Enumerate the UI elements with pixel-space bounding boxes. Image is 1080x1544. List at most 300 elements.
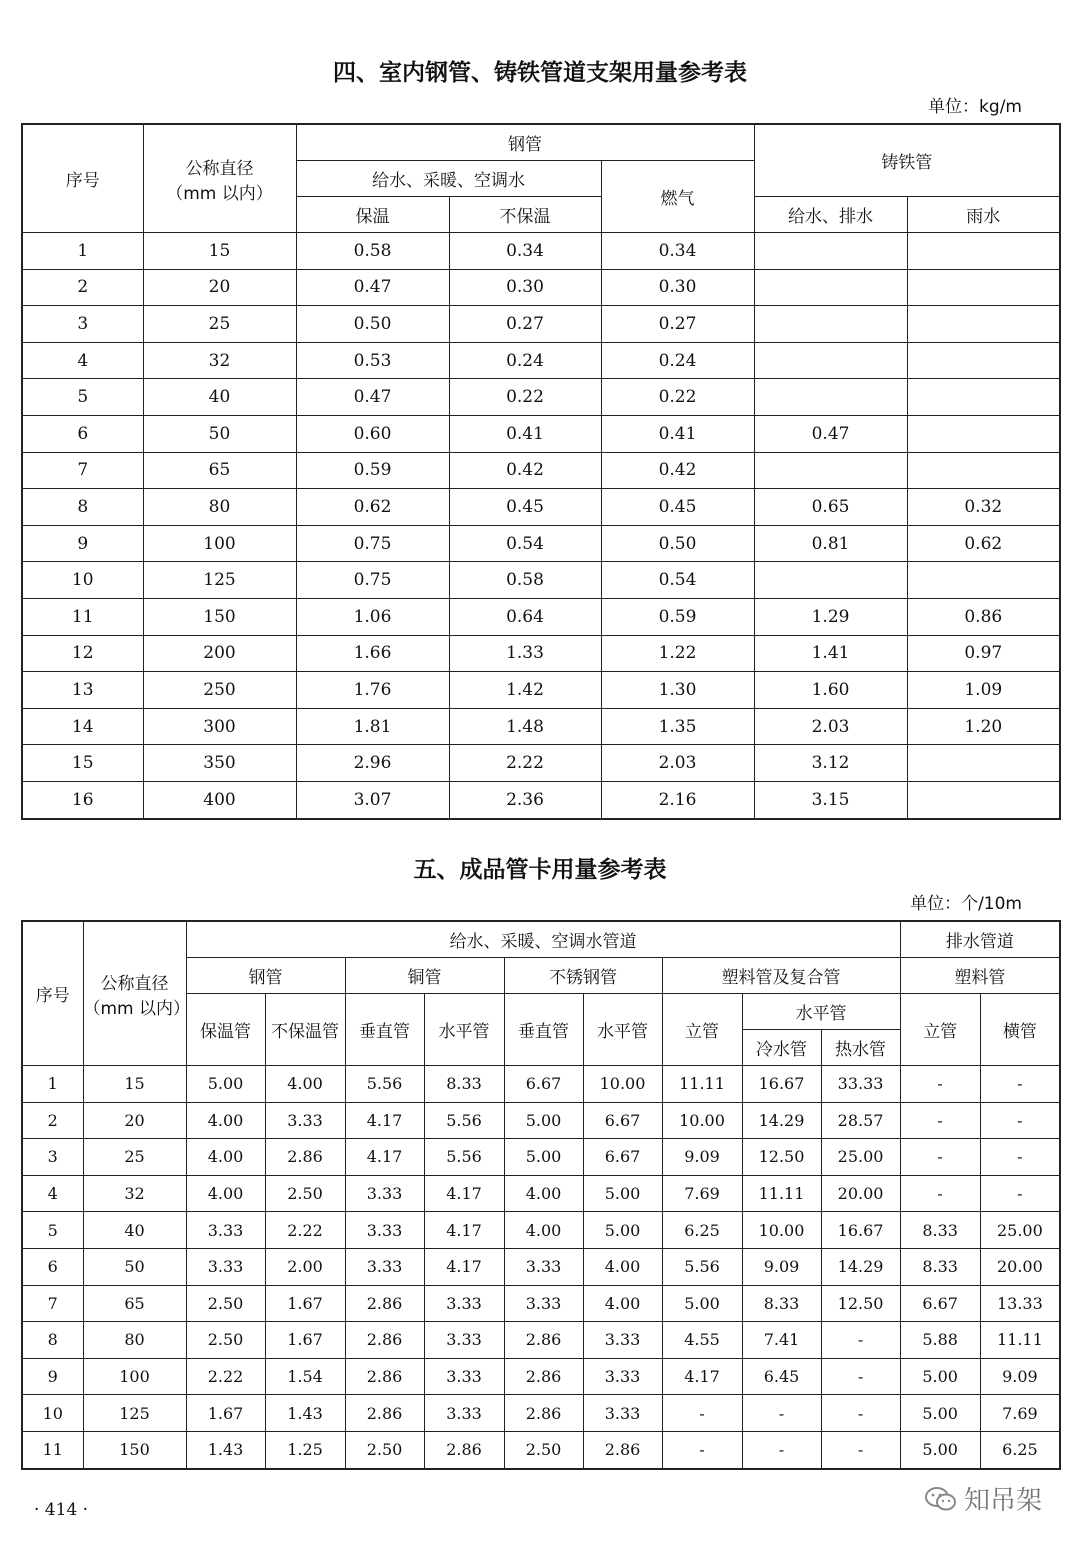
table-cell: 20 bbox=[83, 1102, 186, 1139]
table-cell bbox=[907, 233, 1060, 270]
table-cell: 4.17 bbox=[345, 1139, 424, 1176]
table-row bbox=[22, 1358, 1060, 1395]
table-cell: 15 bbox=[143, 233, 296, 270]
table-cell: 0.47 bbox=[754, 415, 907, 452]
table-cell: 1.60 bbox=[754, 672, 907, 709]
table-cell: 3.33 bbox=[583, 1358, 662, 1395]
table-cell: 28.57 bbox=[821, 1102, 900, 1139]
table-cell: 4.00 bbox=[186, 1175, 265, 1212]
table-cell: 0.75 bbox=[296, 525, 449, 562]
table-cell: 50 bbox=[143, 415, 296, 452]
table-cell: 2.16 bbox=[601, 781, 754, 818]
t2-header-uninsulated-pipe: 不保温管 bbox=[265, 994, 345, 1066]
table-cell: 4 bbox=[22, 342, 143, 379]
table-cell: 25.00 bbox=[821, 1139, 900, 1176]
table-cell bbox=[907, 342, 1060, 379]
table-cell: 2.86 bbox=[504, 1322, 583, 1359]
header-seq: 序号 bbox=[22, 124, 143, 233]
table-cell: 1 bbox=[22, 1066, 83, 1103]
table-cell: 4.00 bbox=[504, 1212, 583, 1249]
table-cell: 4.00 bbox=[504, 1175, 583, 1212]
table-cell: - bbox=[900, 1102, 980, 1139]
table-cell: 1.67 bbox=[265, 1322, 345, 1359]
table-cell: - bbox=[821, 1322, 900, 1359]
table-cell: 1.81 bbox=[296, 708, 449, 745]
table-cell: 6.67 bbox=[504, 1066, 583, 1103]
table-cell bbox=[907, 306, 1060, 343]
table-cell: 4.17 bbox=[345, 1102, 424, 1139]
table-cell: 0.59 bbox=[296, 452, 449, 489]
table-cell: 65 bbox=[143, 452, 296, 489]
table-cell: 0.54 bbox=[449, 525, 601, 562]
table-cell: 2.00 bbox=[265, 1248, 345, 1285]
table-cell: 2.86 bbox=[583, 1431, 662, 1468]
table-cell: 3.33 bbox=[583, 1322, 662, 1359]
t2-header-steel: 钢管 bbox=[186, 958, 345, 994]
table-cell: 16.67 bbox=[742, 1066, 821, 1103]
t2-header-copper: 铜管 bbox=[345, 958, 504, 994]
table-cell: 0.47 bbox=[296, 379, 449, 416]
table-cell: 150 bbox=[83, 1431, 186, 1468]
table-cell: 80 bbox=[143, 489, 296, 526]
t2-header-stainless-vertical: 垂直管 bbox=[504, 994, 583, 1066]
table-cell: 0.45 bbox=[601, 489, 754, 526]
table-cell: 2.50 bbox=[345, 1431, 424, 1468]
table-cell bbox=[754, 379, 907, 416]
t2-header-drain-horizontal: 横管 bbox=[980, 994, 1060, 1066]
table-cell: 3.33 bbox=[186, 1212, 265, 1249]
table-cell: - bbox=[980, 1139, 1060, 1176]
table-cell bbox=[907, 745, 1060, 782]
t2-header-hot-water: 热水管 bbox=[821, 1030, 900, 1066]
table-cell: 100 bbox=[83, 1358, 186, 1395]
table-cell: 1 bbox=[22, 233, 143, 270]
table-cell: 8.33 bbox=[900, 1248, 980, 1285]
table1-unit: 单位：kg/m bbox=[928, 97, 1022, 117]
table-cell: 5.00 bbox=[662, 1285, 742, 1322]
table-cell: 9.09 bbox=[742, 1248, 821, 1285]
table-cell: 0.34 bbox=[601, 233, 754, 270]
table-cell: 0.27 bbox=[601, 306, 754, 343]
table-cell: - bbox=[742, 1431, 821, 1468]
table-cell: 11.11 bbox=[980, 1322, 1060, 1359]
table-cell: 32 bbox=[83, 1175, 186, 1212]
table-cell: 2.86 bbox=[345, 1358, 424, 1395]
table-cell: 4.17 bbox=[424, 1212, 504, 1249]
table1-title: 四、室内钢管、铸铁管道支架用量参考表 bbox=[333, 60, 747, 86]
header-diameter bbox=[143, 124, 296, 233]
table-cell: 3.33 bbox=[265, 1102, 345, 1139]
table-row bbox=[22, 452, 1060, 489]
table-cell: 1.43 bbox=[186, 1431, 265, 1468]
table-cell: 11.11 bbox=[662, 1066, 742, 1103]
table-cell: 3.12 bbox=[754, 745, 907, 782]
table-cell: 9.09 bbox=[662, 1139, 742, 1176]
table-cell: 0.45 bbox=[449, 489, 601, 526]
table-cell: 13.33 bbox=[980, 1285, 1060, 1322]
table-cell: - bbox=[980, 1175, 1060, 1212]
table-cell: 8.33 bbox=[900, 1212, 980, 1249]
table-cell: 125 bbox=[143, 562, 296, 599]
table-cell: - bbox=[900, 1175, 980, 1212]
table-cell: 6.25 bbox=[662, 1212, 742, 1249]
table-cell: 0.64 bbox=[449, 598, 601, 635]
table-cell: 14.29 bbox=[742, 1102, 821, 1139]
table-row bbox=[22, 306, 1060, 343]
table-cell: 1.06 bbox=[296, 598, 449, 635]
table-row bbox=[22, 1322, 1060, 1359]
table-cell: 1.09 bbox=[907, 672, 1060, 709]
table-cell: 2.50 bbox=[186, 1322, 265, 1359]
table-cell: 8 bbox=[22, 1322, 83, 1359]
table-cell: 0.47 bbox=[296, 269, 449, 306]
table-cell: 32 bbox=[143, 342, 296, 379]
table-cell: 25 bbox=[83, 1139, 186, 1176]
table-row bbox=[22, 1139, 1060, 1176]
table-cell: 2 bbox=[22, 1102, 83, 1139]
table-cell: 5.00 bbox=[504, 1102, 583, 1139]
table-cell: - bbox=[742, 1395, 821, 1432]
table-row bbox=[22, 1102, 1060, 1139]
table-cell: 2.86 bbox=[504, 1358, 583, 1395]
table-row bbox=[22, 415, 1060, 452]
table-cell: 0.41 bbox=[601, 415, 754, 452]
t2-header-drain-riser: 立管 bbox=[900, 994, 980, 1066]
table-row bbox=[22, 525, 1060, 562]
table2-unit: 单位：个/10m bbox=[910, 894, 1022, 914]
table-cell: 10.00 bbox=[742, 1212, 821, 1249]
table-cell: 80 bbox=[83, 1322, 186, 1359]
table-cell: 3 bbox=[22, 306, 143, 343]
table-cell: 5 bbox=[22, 379, 143, 416]
table-cell: 2 bbox=[22, 269, 143, 306]
table-row bbox=[22, 1175, 1060, 1212]
table-cell: 5.00 bbox=[186, 1066, 265, 1103]
table-cell: 8.33 bbox=[742, 1285, 821, 1322]
table-cell: - bbox=[662, 1395, 742, 1432]
table-cell: 1.41 bbox=[754, 635, 907, 672]
table-cell: 6 bbox=[22, 1248, 83, 1285]
table-cell: 2.86 bbox=[424, 1431, 504, 1468]
page-number: · 414 · bbox=[34, 1500, 89, 1520]
table-cell: 1.30 bbox=[601, 672, 754, 709]
t2-header-cold-water: 冷水管 bbox=[742, 1030, 821, 1066]
table-cell: 3.15 bbox=[754, 781, 907, 818]
table-cell: 0.58 bbox=[296, 233, 449, 270]
table-cell: 0.24 bbox=[601, 342, 754, 379]
table-cell: 6 bbox=[22, 415, 143, 452]
table-cell: 12.50 bbox=[821, 1285, 900, 1322]
table-cell: 3.33 bbox=[504, 1248, 583, 1285]
table-cell: 0.30 bbox=[601, 269, 754, 306]
table-cell: 0.22 bbox=[601, 379, 754, 416]
header-gas: 燃气 bbox=[601, 161, 754, 233]
table-cell: 0.50 bbox=[296, 306, 449, 343]
table-cell: 14.29 bbox=[821, 1248, 900, 1285]
table-cell: 13 bbox=[22, 672, 143, 709]
table-cell bbox=[754, 269, 907, 306]
table-cell: 25 bbox=[143, 306, 296, 343]
t2-header-stainless: 不锈钢管 bbox=[504, 958, 662, 994]
table-cell: 2.50 bbox=[265, 1175, 345, 1212]
table-cell: 1.67 bbox=[186, 1395, 265, 1432]
table-cell: 2.86 bbox=[345, 1322, 424, 1359]
table-row bbox=[22, 598, 1060, 635]
table-cell: 3.33 bbox=[186, 1248, 265, 1285]
t2-header-horizontal-pipe: 水平管 bbox=[742, 994, 900, 1030]
table-cell bbox=[754, 562, 907, 599]
table-cell bbox=[907, 379, 1060, 416]
table-cell: 3.33 bbox=[424, 1322, 504, 1359]
table-cell: 7.69 bbox=[662, 1175, 742, 1212]
header-supply-drain: 给水、排水 bbox=[754, 197, 907, 233]
table-cell: 4.00 bbox=[265, 1066, 345, 1103]
table-cell: 33.33 bbox=[821, 1066, 900, 1103]
table2-body bbox=[22, 1066, 1060, 1469]
table-cell: 0.60 bbox=[296, 415, 449, 452]
header-diameter-label: 公称直径 bbox=[185, 158, 254, 179]
table-cell: 300 bbox=[143, 708, 296, 745]
t2-header-seq: 序号 bbox=[22, 921, 83, 1066]
table-cell: 3.33 bbox=[345, 1212, 424, 1249]
table-cell: 25.00 bbox=[980, 1212, 1060, 1249]
table-cell: 0.42 bbox=[601, 452, 754, 489]
table-cell: 1.66 bbox=[296, 635, 449, 672]
table-cell: 2.36 bbox=[449, 781, 601, 818]
table-cell: 2.86 bbox=[345, 1285, 424, 1322]
table-cell: 5.56 bbox=[662, 1248, 742, 1285]
table-cell: - bbox=[821, 1431, 900, 1468]
table-cell: 20 bbox=[143, 269, 296, 306]
table-cell: 5.00 bbox=[900, 1431, 980, 1468]
table-cell: 40 bbox=[83, 1212, 186, 1249]
t2-header-insulated-pipe: 保温管 bbox=[186, 994, 265, 1066]
table-cell: 10.00 bbox=[662, 1102, 742, 1139]
table-cell: 0.34 bbox=[449, 233, 601, 270]
table-cell: 4.00 bbox=[583, 1248, 662, 1285]
t2-header-diameter-unit: （mm 以内） bbox=[83, 998, 191, 1019]
table-cell: 9 bbox=[22, 1358, 83, 1395]
t2-header-copper-vertical: 垂直管 bbox=[345, 994, 424, 1066]
table-cell: 50 bbox=[83, 1248, 186, 1285]
t2-header-stainless-horizontal: 水平管 bbox=[583, 994, 662, 1066]
table-cell: 7 bbox=[22, 452, 143, 489]
table-cell: 5.00 bbox=[900, 1395, 980, 1432]
table-cell: 5.00 bbox=[583, 1212, 662, 1249]
table-cell: 0.86 bbox=[907, 598, 1060, 635]
table-cell: 5.56 bbox=[424, 1139, 504, 1176]
table-cell: 11.11 bbox=[742, 1175, 821, 1212]
table-cell: 350 bbox=[143, 745, 296, 782]
table-cell: 200 bbox=[143, 635, 296, 672]
table-cell: 10 bbox=[22, 1395, 83, 1432]
header-insulated: 保温 bbox=[296, 197, 449, 233]
table-row bbox=[22, 708, 1060, 745]
table-cell: 2.03 bbox=[754, 708, 907, 745]
table-cell: - bbox=[662, 1431, 742, 1468]
table-cell: 0.32 bbox=[907, 489, 1060, 526]
table-cell: 3 bbox=[22, 1139, 83, 1176]
header-uninsulated: 不保温 bbox=[449, 197, 601, 233]
table-cell: 0.27 bbox=[449, 306, 601, 343]
table-cell: 4.17 bbox=[662, 1358, 742, 1395]
table-row bbox=[22, 233, 1060, 270]
table-cell: 9 bbox=[22, 525, 143, 562]
t2-header-water-group: 给水、采暖、空调水管道 bbox=[186, 921, 900, 958]
table-row bbox=[22, 342, 1060, 379]
table-cell bbox=[907, 781, 1060, 818]
table-cell: 5.56 bbox=[424, 1102, 504, 1139]
table-row bbox=[22, 1285, 1060, 1322]
table-cell: 1.22 bbox=[601, 635, 754, 672]
table-cell: 0.54 bbox=[601, 562, 754, 599]
table-cell: 1.43 bbox=[265, 1395, 345, 1432]
table-cell: 2.22 bbox=[265, 1212, 345, 1249]
table-row bbox=[22, 489, 1060, 526]
table-cell: 6.25 bbox=[980, 1431, 1060, 1468]
table-cell: 16.67 bbox=[821, 1212, 900, 1249]
table-cell: 8.33 bbox=[424, 1066, 504, 1103]
table-cell: 16 bbox=[22, 781, 143, 818]
table-row bbox=[22, 635, 1060, 672]
t2-header-plastic-composite: 塑料管及复合管 bbox=[662, 958, 900, 994]
table-cell: 2.86 bbox=[265, 1139, 345, 1176]
table-cell: 3.07 bbox=[296, 781, 449, 818]
table-row bbox=[22, 1212, 1060, 1249]
table-row bbox=[22, 1431, 1060, 1468]
table-cell: - bbox=[900, 1066, 980, 1103]
table-cell: 1.48 bbox=[449, 708, 601, 745]
table-cell: 65 bbox=[83, 1285, 186, 1322]
table-cell: 7.69 bbox=[980, 1395, 1060, 1432]
table-cell: 0.24 bbox=[449, 342, 601, 379]
table-cell: 4 bbox=[22, 1175, 83, 1212]
table-cell: 4.00 bbox=[186, 1139, 265, 1176]
table-cell: 1.29 bbox=[754, 598, 907, 635]
table-cell: 6.45 bbox=[742, 1358, 821, 1395]
table-row bbox=[22, 1395, 1060, 1432]
table-cell: 4.00 bbox=[583, 1285, 662, 1322]
table2-title: 五、成品管卡用量参考表 bbox=[413, 857, 667, 883]
table-cell: 5.00 bbox=[504, 1139, 583, 1176]
table-cell: 0.97 bbox=[907, 635, 1060, 672]
table-cell: 2.22 bbox=[186, 1358, 265, 1395]
table-cell: 40 bbox=[143, 379, 296, 416]
table-row bbox=[22, 562, 1060, 599]
table-cell: 0.30 bbox=[449, 269, 601, 306]
table-cell: 4.17 bbox=[424, 1248, 504, 1285]
table-cell: 0.81 bbox=[754, 525, 907, 562]
table-cell: 12.50 bbox=[742, 1139, 821, 1176]
table-cell: 5 bbox=[22, 1212, 83, 1249]
table-cell: 6.67 bbox=[900, 1285, 980, 1322]
watermark bbox=[924, 1480, 1042, 1517]
table-cell: 1.33 bbox=[449, 635, 601, 672]
table-cell: 7.41 bbox=[742, 1322, 821, 1359]
table-cell: 1.42 bbox=[449, 672, 601, 709]
table-cell: 0.41 bbox=[449, 415, 601, 452]
table-cell: 5.88 bbox=[900, 1322, 980, 1359]
table-cell: 20.00 bbox=[980, 1248, 1060, 1285]
table-cell: 2.03 bbox=[601, 745, 754, 782]
table-cell: 1.54 bbox=[265, 1358, 345, 1395]
header-diameter-unit: （mm 以内） bbox=[166, 183, 273, 204]
table-cell: - bbox=[900, 1139, 980, 1176]
table-cell bbox=[754, 306, 907, 343]
table-cell bbox=[754, 452, 907, 489]
table-cell: 1.76 bbox=[296, 672, 449, 709]
table-cell: - bbox=[980, 1066, 1060, 1103]
table-cell: 3.33 bbox=[504, 1285, 583, 1322]
table-cell: 5.00 bbox=[900, 1358, 980, 1395]
table-cell: 3.33 bbox=[424, 1395, 504, 1432]
t2-header-copper-horizontal: 水平管 bbox=[424, 994, 504, 1066]
table-cell: 4.17 bbox=[424, 1175, 504, 1212]
table-cell: 6.67 bbox=[583, 1102, 662, 1139]
table-cell: 2.96 bbox=[296, 745, 449, 782]
table-cell: 1.20 bbox=[907, 708, 1060, 745]
table-row bbox=[22, 1248, 1060, 1285]
table-cell: 10.00 bbox=[583, 1066, 662, 1103]
table-cell: 15 bbox=[22, 745, 143, 782]
header-rain: 雨水 bbox=[907, 197, 1060, 233]
table-cell: 6.67 bbox=[583, 1139, 662, 1176]
table-row bbox=[22, 781, 1060, 818]
t2-header-plastic: 塑料管 bbox=[900, 958, 1060, 994]
table-cell: 0.53 bbox=[296, 342, 449, 379]
table-cell: 3.33 bbox=[424, 1358, 504, 1395]
table-cell: 4.55 bbox=[662, 1322, 742, 1359]
table-cell: 1.25 bbox=[265, 1431, 345, 1468]
table-cell: 3.33 bbox=[424, 1285, 504, 1322]
table-cell: 2.22 bbox=[449, 745, 601, 782]
table-cell: 14 bbox=[22, 708, 143, 745]
table-cell: 3.33 bbox=[345, 1248, 424, 1285]
t2-header-riser: 立管 bbox=[662, 994, 742, 1066]
table-cell bbox=[907, 269, 1060, 306]
table-cell: 5.00 bbox=[583, 1175, 662, 1212]
table-cell: 4.00 bbox=[186, 1102, 265, 1139]
table-cell: 20.00 bbox=[821, 1175, 900, 1212]
table-cell bbox=[907, 415, 1060, 452]
header-water-heat-ac: 给水、采暖、空调水 bbox=[296, 161, 601, 197]
wechat-icon bbox=[924, 1486, 958, 1512]
table-cell: 1.35 bbox=[601, 708, 754, 745]
table-cell: 0.22 bbox=[449, 379, 601, 416]
table-cell bbox=[754, 342, 907, 379]
table-cell: - bbox=[821, 1395, 900, 1432]
table-cell: 0.62 bbox=[296, 489, 449, 526]
table-cell: 15 bbox=[83, 1066, 186, 1103]
table-cell: 1.67 bbox=[265, 1285, 345, 1322]
table-cell bbox=[907, 452, 1060, 489]
table-cell: 7 bbox=[22, 1285, 83, 1322]
table-cell: - bbox=[821, 1358, 900, 1395]
t2-header-diameter-label: 公称直径 bbox=[100, 973, 169, 994]
table-cell: 0.62 bbox=[907, 525, 1060, 562]
table-cell: 2.50 bbox=[186, 1285, 265, 1322]
table-cell: 9.09 bbox=[980, 1358, 1060, 1395]
pipe-clamp-table bbox=[21, 920, 1061, 1470]
table-cell: 11 bbox=[22, 598, 143, 635]
header-cast-iron: 铸铁管 bbox=[754, 124, 1060, 197]
table-row bbox=[22, 1066, 1060, 1103]
table-cell: 5.56 bbox=[345, 1066, 424, 1103]
table-cell: 2.50 bbox=[504, 1431, 583, 1468]
table1-body bbox=[22, 233, 1060, 819]
table-cell: 2.86 bbox=[504, 1395, 583, 1432]
table-cell bbox=[907, 562, 1060, 599]
